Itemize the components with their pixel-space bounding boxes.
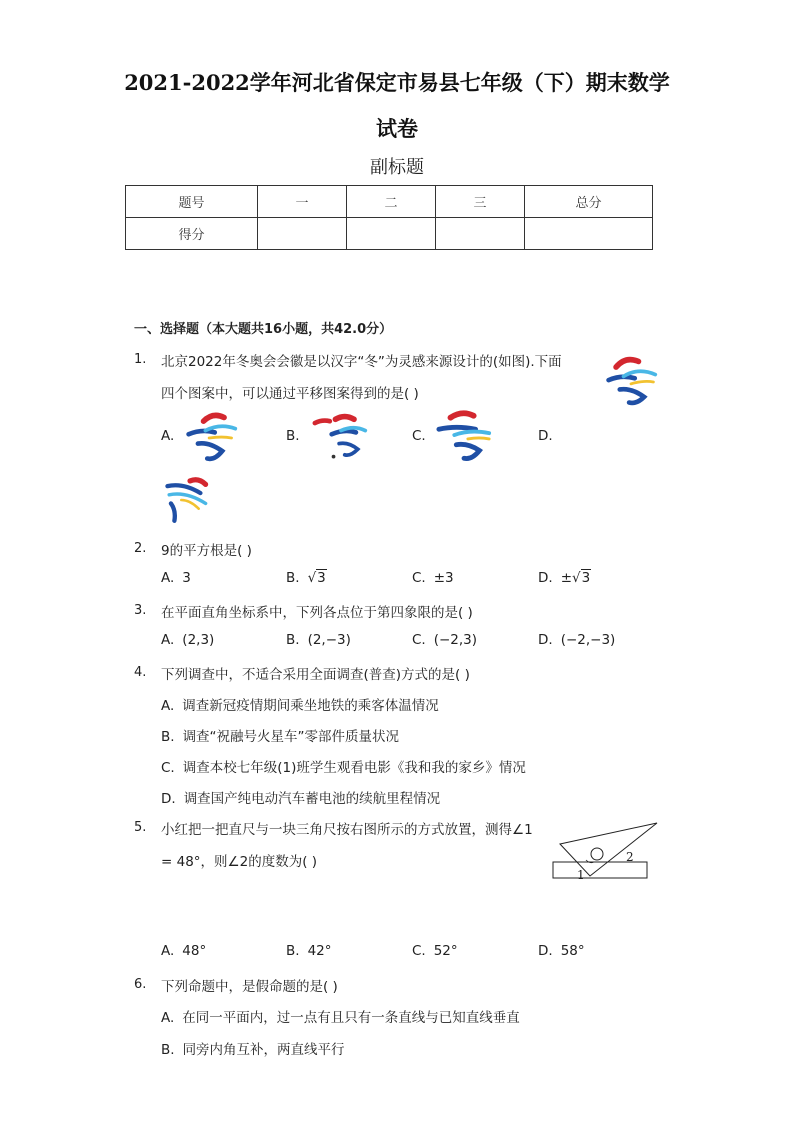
option-value: (2,−3) bbox=[307, 632, 351, 648]
option-value: (−2,−3) bbox=[560, 632, 616, 648]
question-text: 下列命题中，是假命题的是( ) bbox=[161, 979, 338, 995]
option-label: D. bbox=[161, 791, 176, 807]
option-value: 调查国产纯电动汽车蓄电池的续航里程情况 bbox=[183, 791, 441, 807]
ruler-triangle-figure bbox=[550, 820, 662, 884]
option-label: B. bbox=[286, 428, 300, 444]
plus-minus: ± bbox=[560, 570, 572, 586]
option-label: C. bbox=[161, 760, 175, 776]
score-input-cell bbox=[258, 218, 347, 250]
score-cell: 三 bbox=[436, 186, 525, 218]
score-cell: 一 bbox=[258, 186, 347, 218]
option-a bbox=[161, 694, 439, 714]
page-title-line2: 试卷 bbox=[376, 116, 418, 141]
question-number: 2. bbox=[134, 541, 147, 556]
winter-olympics-emblem-icon bbox=[602, 354, 660, 410]
emblem-option-c-icon bbox=[434, 408, 494, 466]
page-subtitle: 副标题 bbox=[370, 157, 424, 178]
option-c bbox=[412, 632, 477, 648]
option-label: B. bbox=[286, 943, 300, 959]
option-label: D. bbox=[538, 943, 553, 959]
question-number: 5. bbox=[134, 820, 147, 835]
option-value: (2,3) bbox=[182, 632, 215, 648]
question-text: 9的平方根是( ) bbox=[161, 543, 252, 559]
page-title-line1: 2021-2022学年河北省保定市易县七年级（下）期末数学 bbox=[124, 70, 670, 95]
option-value: ±3 bbox=[433, 570, 454, 586]
sqrt-symbol: √3 bbox=[307, 570, 326, 586]
question-number: 4. bbox=[134, 665, 147, 680]
option-a bbox=[161, 632, 214, 648]
figure-label-2: 2 bbox=[626, 850, 634, 864]
option-b bbox=[286, 570, 327, 586]
option-a bbox=[161, 1006, 520, 1026]
question-text: = 48°，则∠2的度数为( ) bbox=[161, 854, 318, 870]
emblem-option-b-icon bbox=[312, 410, 370, 466]
option-label: B. bbox=[286, 570, 300, 586]
question-text: 小红把一把直尺与一块三角尺按右图所示的方式放置，测得∠1 bbox=[161, 822, 533, 838]
score-table bbox=[125, 185, 653, 250]
score-table-header-row bbox=[126, 186, 653, 218]
option-value: 3 bbox=[182, 570, 191, 586]
option-value: 调查“祝融号火星车”零部件质量状况 bbox=[182, 729, 400, 745]
option-label: A. bbox=[161, 632, 175, 648]
option-label: C. bbox=[412, 570, 426, 586]
score-cell: 题号 bbox=[126, 186, 258, 218]
option-label: B. bbox=[286, 632, 300, 648]
emblem-option-a-icon bbox=[183, 410, 239, 466]
option-value: 调查本校七年级(1)班学生观看电影《我和我的家乡》情况 bbox=[182, 760, 526, 776]
section-heading: 一、选择题（本大题共16小题，共42.0分） bbox=[134, 322, 393, 337]
option-b bbox=[286, 632, 351, 648]
option-label: C. bbox=[412, 943, 426, 959]
option-label: A. bbox=[161, 943, 175, 959]
option-d bbox=[538, 570, 591, 586]
option-d bbox=[161, 787, 440, 807]
option-label: A. bbox=[161, 698, 175, 714]
option-label: A. bbox=[161, 1010, 175, 1026]
option-label: A. bbox=[161, 570, 175, 586]
score-input-cell bbox=[347, 218, 436, 250]
option-label: C. bbox=[412, 428, 426, 444]
option-label: A. bbox=[161, 428, 175, 444]
score-input-cell bbox=[525, 218, 653, 250]
option-value: 3 bbox=[581, 570, 591, 586]
option-label: B. bbox=[161, 729, 175, 745]
score-cell: 总分 bbox=[525, 186, 653, 218]
question-number: 1. bbox=[134, 352, 147, 367]
option-value: 52° bbox=[433, 943, 458, 959]
option-c bbox=[161, 756, 526, 776]
option-value: 3 bbox=[317, 570, 326, 586]
question-text: 下列调查中，不适合采用全面调查(普查)方式的是( ) bbox=[161, 667, 470, 683]
option-label: D. bbox=[538, 632, 553, 648]
score-cell: 二 bbox=[347, 186, 436, 218]
option-label: C. bbox=[412, 632, 426, 648]
option-value: (−2,3) bbox=[433, 632, 478, 648]
option-label: B. bbox=[161, 1042, 175, 1058]
option-b bbox=[286, 943, 332, 959]
emblem-option-d-icon bbox=[162, 474, 218, 526]
sqrt-symbol: √3 bbox=[572, 570, 591, 586]
option-label: D. bbox=[538, 570, 553, 586]
option-value: 同旁内角互补，两直线平行 bbox=[182, 1042, 345, 1058]
option-label: D. bbox=[538, 428, 553, 444]
score-cell: 得分 bbox=[126, 218, 258, 250]
figure-label-1: 1 bbox=[577, 868, 585, 882]
option-value: 在同一平面内，过一点有且只有一条直线与已知直线垂直 bbox=[182, 1010, 520, 1026]
option-value: 调查新冠疫情期间乘坐地铁的乘客体温情况 bbox=[182, 698, 439, 714]
option-b bbox=[161, 1038, 345, 1058]
question-text: 四个图案中，可以通过平移图案得到的是( ) bbox=[161, 386, 419, 402]
option-b bbox=[161, 725, 399, 745]
question-number: 3. bbox=[134, 603, 147, 618]
score-table-score-row bbox=[126, 218, 653, 250]
option-value: 42° bbox=[307, 943, 332, 959]
score-input-cell bbox=[436, 218, 525, 250]
question-number: 6. bbox=[134, 977, 147, 992]
question-text: 在平面直角坐标系中，下列各点位于第四象限的是( ) bbox=[161, 605, 473, 621]
option-d bbox=[538, 943, 585, 959]
option-value: 48° bbox=[182, 943, 207, 959]
option-a bbox=[161, 943, 206, 959]
question-text: 北京2022年冬奥会会徽是以汉字“冬”为灵感来源设计的(如图).下面 bbox=[161, 354, 562, 370]
option-c bbox=[412, 943, 458, 959]
option-c bbox=[412, 570, 454, 586]
option-a bbox=[161, 570, 191, 586]
option-value: 58° bbox=[560, 943, 585, 959]
option-d bbox=[538, 632, 615, 648]
